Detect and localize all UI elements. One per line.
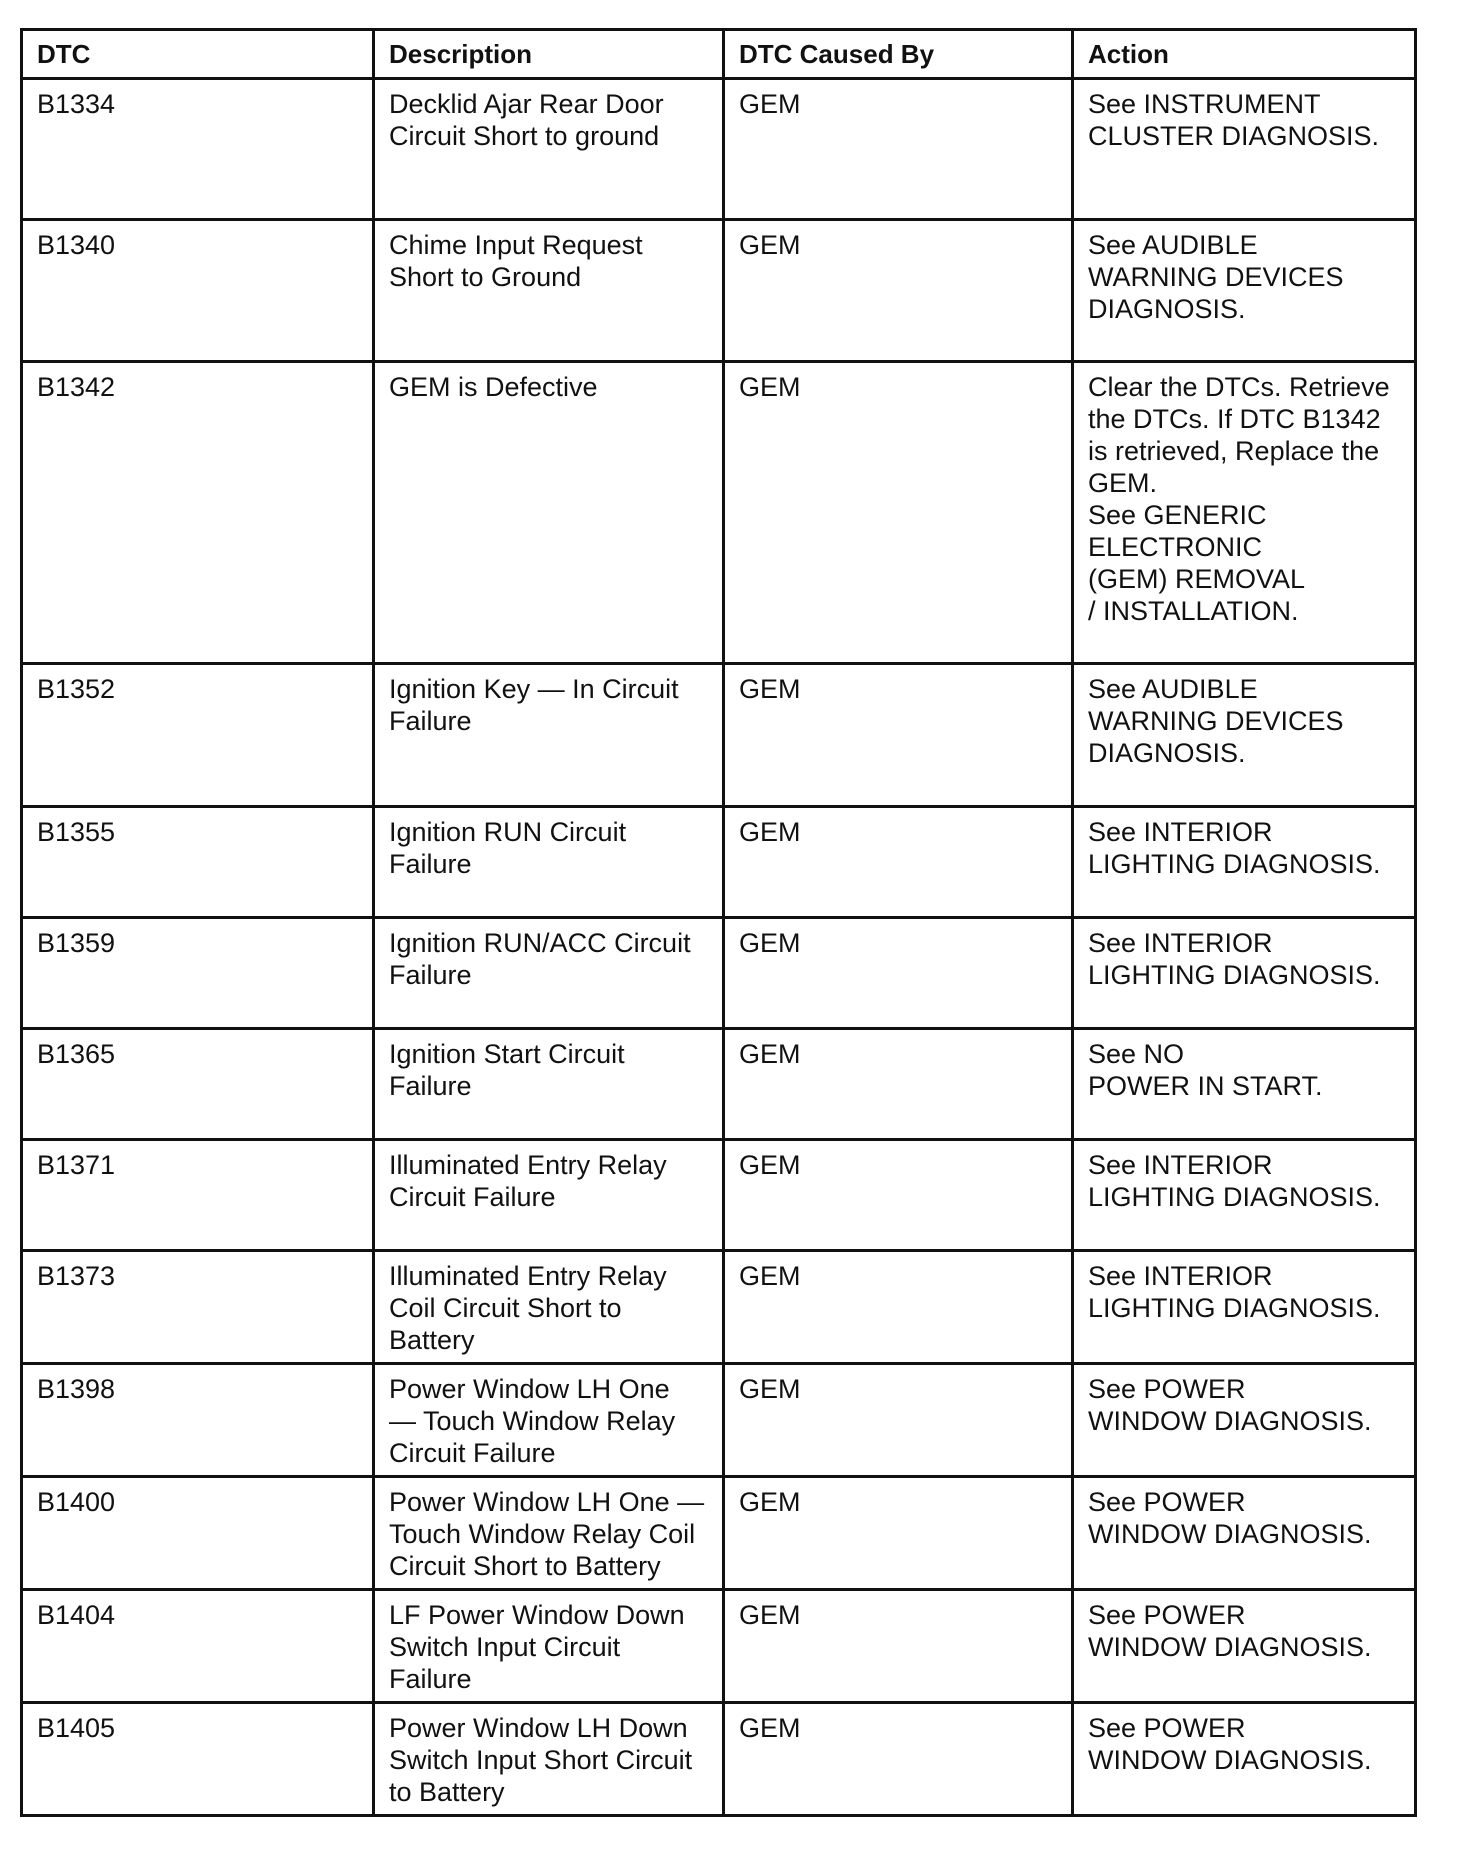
- table-row: [22, 664, 1416, 807]
- table-row: [22, 362, 1416, 664]
- description-cell: Ignition Start Circuit Failure: [374, 1029, 724, 1140]
- table-row: [22, 1140, 1416, 1251]
- action-cell: See INTERIOR LIGHTING DIAGNOSIS.: [1073, 918, 1416, 1029]
- table-row: [22, 1029, 1416, 1140]
- action-cell: See INTERIOR LIGHTING DIAGNOSIS.: [1073, 1251, 1416, 1364]
- description-cell: Ignition Key — In Circuit Failure: [374, 664, 724, 807]
- action-cell: See NO POWER IN START.: [1073, 1029, 1416, 1140]
- dtc-cell: B1373: [22, 1251, 374, 1364]
- action-cell: See POWER WINDOW DIAGNOSIS.: [1073, 1590, 1416, 1703]
- action-cell: See AUDIBLE WARNING DEVICES DIAGNOSIS.: [1073, 664, 1416, 807]
- dtc-cell: B1371: [22, 1140, 374, 1251]
- dtc-cell: B1352: [22, 664, 374, 807]
- description-cell: GEM is Defective: [374, 362, 724, 664]
- action-cell: See POWER WINDOW DIAGNOSIS.: [1073, 1703, 1416, 1816]
- caused-by-cell: GEM: [724, 362, 1073, 664]
- action-cell: See INSTRUMENT CLUSTER DIAGNOSIS.: [1073, 79, 1416, 220]
- dtc-cell: B1342: [22, 362, 374, 664]
- caused-by-cell: GEM: [724, 1364, 1073, 1477]
- dtc-cell: B1404: [22, 1590, 374, 1703]
- header-caused-by: DTC Caused By: [724, 30, 1073, 79]
- header-description: Description: [374, 30, 724, 79]
- caused-by-cell: GEM: [724, 79, 1073, 220]
- action-cell: See POWER WINDOW DIAGNOSIS.: [1073, 1364, 1416, 1477]
- action-cell: See INTERIOR LIGHTING DIAGNOSIS.: [1073, 807, 1416, 918]
- dtc-cell: B1334: [22, 79, 374, 220]
- table-body: [22, 79, 1416, 1816]
- caused-by-cell: GEM: [724, 1477, 1073, 1590]
- description-cell: Illuminated Entry Relay Circuit Failure: [374, 1140, 724, 1251]
- table-row: [22, 1590, 1416, 1703]
- dtc-cell: B1340: [22, 220, 374, 362]
- description-cell: Illuminated Entry Relay Coil Circuit Short to Battery: [374, 1251, 724, 1364]
- dtc-cell: B1359: [22, 918, 374, 1029]
- caused-by-cell: GEM: [724, 1140, 1073, 1251]
- description-cell: Power Window LH One — Touch Window Relay Circuit Failure: [374, 1364, 724, 1477]
- action-cell: Clear the DTCs. Retrieve the DTCs. If DTC B1342 is retrieved, Replace the GEM. See GENERIC ELECTRONIC (GEM) REMOVAL / INSTALLATION.: [1073, 362, 1416, 664]
- dtc-cell: B1365: [22, 1029, 374, 1140]
- table-row: [22, 807, 1416, 918]
- dtc-cell: B1398: [22, 1364, 374, 1477]
- description-cell: Ignition RUN Circuit Failure: [374, 807, 724, 918]
- caused-by-cell: GEM: [724, 1251, 1073, 1364]
- dtc-cell: B1405: [22, 1703, 374, 1816]
- caused-by-cell: GEM: [724, 664, 1073, 807]
- table-row: [22, 918, 1416, 1029]
- caused-by-cell: GEM: [724, 1590, 1073, 1703]
- description-cell: Power Window LH One — Touch Window Relay Coil Circuit Short to Battery: [374, 1477, 724, 1590]
- description-cell: LF Power Window Down Switch Input Circuit Failure: [374, 1590, 724, 1703]
- action-cell: See INTERIOR LIGHTING DIAGNOSIS.: [1073, 1140, 1416, 1251]
- table-row: [22, 79, 1416, 220]
- table-row: [22, 1364, 1416, 1477]
- header-row: [22, 30, 1416, 79]
- description-cell: Power Window LH Down Switch Input Short Circuit to Battery: [374, 1703, 724, 1816]
- header-dtc: DTC: [22, 30, 374, 79]
- action-cell: See AUDIBLE WARNING DEVICES DIAGNOSIS.: [1073, 220, 1416, 362]
- caused-by-cell: GEM: [724, 1029, 1073, 1140]
- caused-by-cell: GEM: [724, 1703, 1073, 1816]
- dtc-cell: B1400: [22, 1477, 374, 1590]
- caused-by-cell: GEM: [724, 918, 1073, 1029]
- table-row: [22, 1703, 1416, 1816]
- description-cell: Decklid Ajar Rear Door Circuit Short to ground: [374, 79, 724, 220]
- dtc-table: [20, 28, 1417, 1817]
- caused-by-cell: GEM: [724, 807, 1073, 918]
- header-action: Action: [1073, 30, 1416, 79]
- table-row: [22, 1251, 1416, 1364]
- caused-by-cell: GEM: [724, 220, 1073, 362]
- table-row: [22, 220, 1416, 362]
- dtc-cell: B1355: [22, 807, 374, 918]
- description-cell: Ignition RUN/ACC Circuit Failure: [374, 918, 724, 1029]
- action-cell: See POWER WINDOW DIAGNOSIS.: [1073, 1477, 1416, 1590]
- table-row: [22, 1477, 1416, 1590]
- description-cell: Chime Input Request Short to Ground: [374, 220, 724, 362]
